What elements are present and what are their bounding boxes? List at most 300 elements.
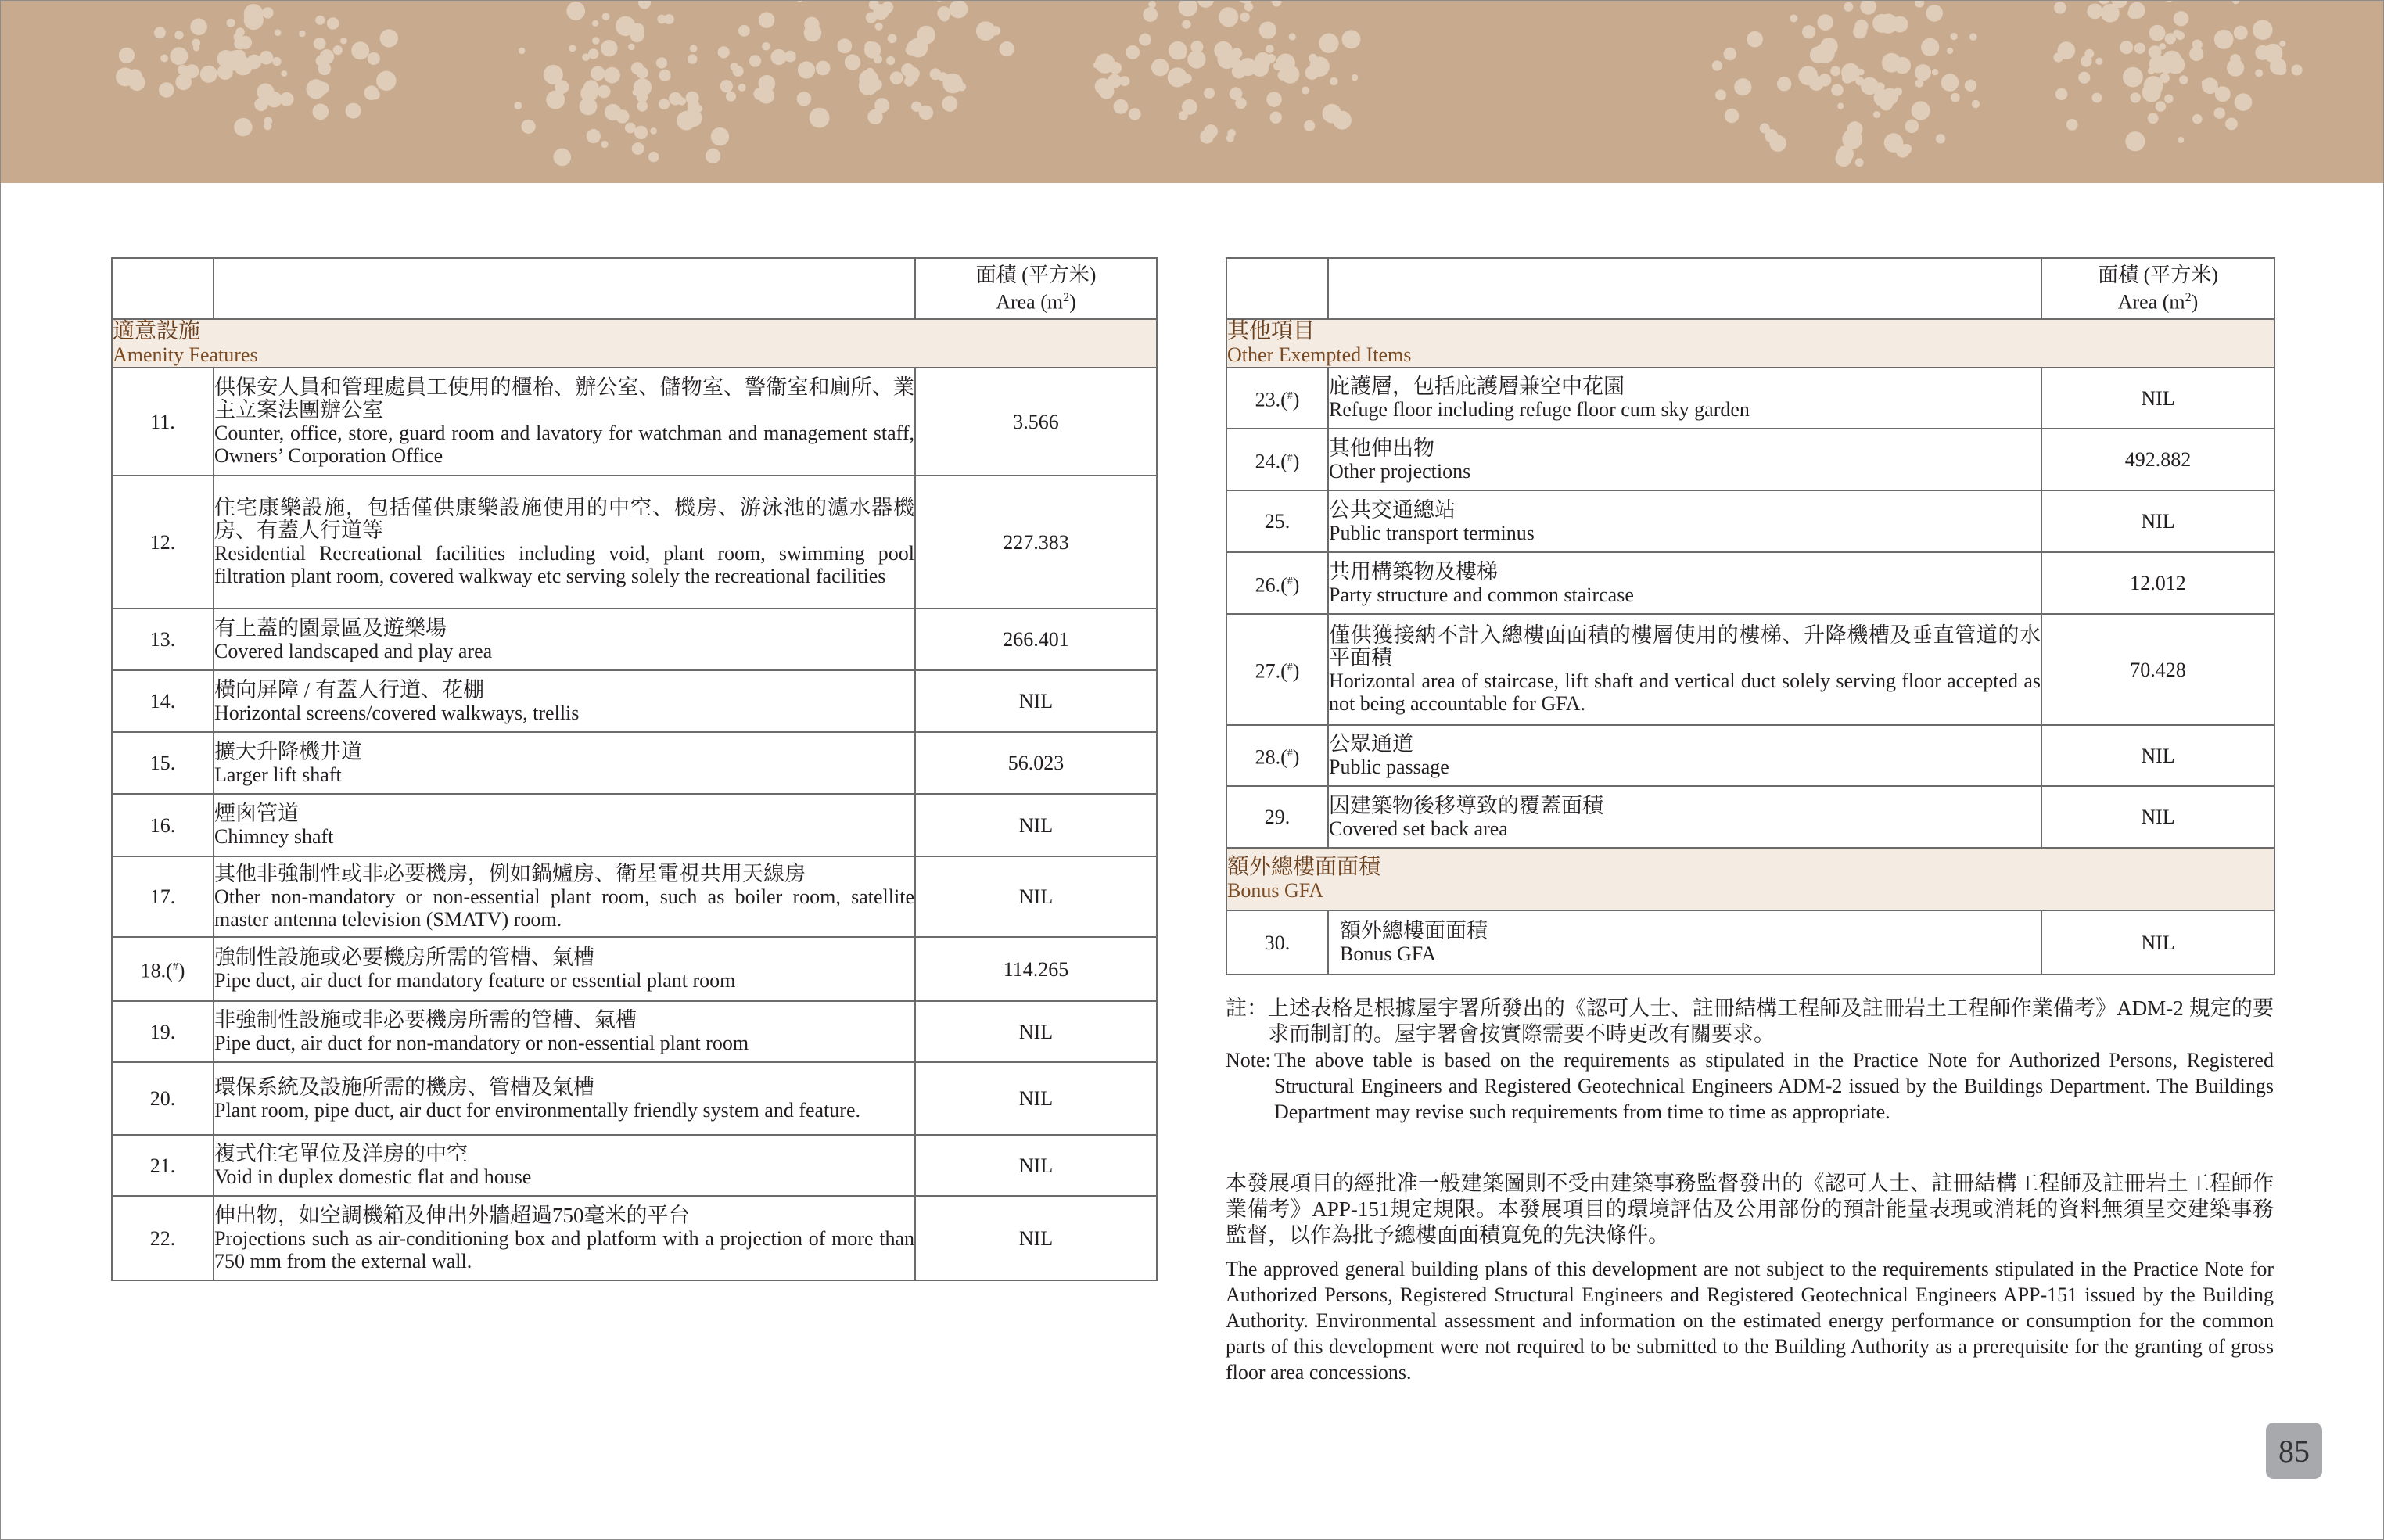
decorative-dot [869,0,879,10]
decorative-dot [1266,92,1282,107]
item-description [1328,552,2041,614]
decorative-dot [634,126,648,139]
decorative-dot [569,45,576,52]
decorative-dot [1915,0,1924,8]
item-description-zh: 供保安人員和管理處員工使用的櫃枱、辦公室、儲物室、警衞室和廁所、業主立案法團辦公室 [214,375,914,422]
section-title-en: Other Exempted Items [1227,343,1412,366]
item-number: 15. [112,732,214,794]
decorative-dot [720,80,733,92]
note-en [1226,1047,2274,1125]
table-row [112,856,1157,937]
header-blank-cell [1226,258,1328,319]
decorative-dot [2276,65,2287,76]
decorative-dot [514,102,522,109]
decorative-dot [1872,14,1891,33]
decorative-dot [1734,78,1751,95]
item-area-value: NIL [2041,490,2274,552]
item-description-en: Covered landscaped and play area [214,639,493,662]
page-number-badge [2266,1423,2322,1479]
decorative-dot [866,68,874,77]
decorative-dot [1197,0,1214,8]
item-area-value: NIL [915,856,1157,937]
decorative-dot [1219,7,1238,27]
decorative-dot [159,82,174,98]
decorative-dot [874,98,889,113]
item-area-value: 266.401 [915,608,1157,670]
item-description-zh: 公共交通總站 [1329,497,1456,522]
decorative-dot [281,70,287,77]
decorative-dot [908,38,928,57]
decorative-dot [1712,60,1722,70]
decorative-dot [1747,31,1763,48]
decorative-dot [1831,84,1844,96]
item-number: 25. [1226,490,1328,552]
item-description-zh: 住宅康樂設施，包括僅供康樂設施使用的中空、機房、游泳池的濾水器機房、有蓋人行道等 [214,496,914,542]
header-blank-cell [1328,258,2041,319]
decorative-dot [2174,11,2188,26]
header-blank-cell [214,258,915,319]
item-description [214,937,915,1001]
decorative-dot [1240,13,1249,22]
decorative-dot [1855,158,1864,167]
decorative-dot [1905,120,1919,134]
table-row [112,937,1157,1001]
decorative-dot [687,109,695,117]
decorative-dot [1218,50,1237,69]
decorative-dot [1715,89,1726,100]
decorative-dot [1932,69,1938,75]
decorative-dot [795,0,804,2]
page-number: 85 [2278,1433,2310,1469]
item-description-zh: 因建築物後移導致的覆蓋面積 [1329,793,1603,817]
decorative-dot [2078,72,2090,84]
table-row [112,1001,1157,1062]
item-area-value: NIL [915,1135,1157,1196]
decorative-dot [804,24,822,42]
decorative-dot [2235,93,2253,111]
decorative-dot [2120,41,2133,54]
decorative-dot [1936,134,1945,143]
decorative-dot [2081,56,2092,67]
decorative-dot [119,48,135,63]
decorative-dot [1941,74,1959,92]
item-area-value: NIL [2041,368,2274,429]
section-heading [112,319,1157,368]
item-description-en: Residential Recreational facilities including void, plant room, swimming pool filtration plant room, covered walkway etc serving solely the recreational facilities [214,542,914,587]
decorative-dot [1319,34,1338,53]
decorative-dot [1093,62,1100,68]
decorative-dot [327,17,339,30]
decorative-dot [314,38,326,50]
decorative-dot [1854,20,1868,33]
item-number: 20. [112,1062,214,1135]
item-description [1328,786,2041,848]
item-number: 26.(#) [1226,552,1328,614]
decorative-dot [1148,1,1156,9]
header-banner [0,0,2384,183]
decorative-dot [1175,70,1182,77]
item-description-zh: 有上蓋的園景區及遊樂場 [214,616,447,640]
decorative-dot [2149,25,2166,41]
table-row [112,1196,1157,1280]
decorative-dot [2192,114,2203,124]
table-row [1226,725,2274,786]
decorative-dot [1114,99,1129,114]
decorative-dot [758,88,774,104]
item-area-value: NIL [915,1001,1157,1062]
decorative-dot [170,47,188,65]
decorative-dot [519,48,525,54]
item-number: 14. [112,670,214,732]
note-label-en: Note: [1226,1049,1271,1072]
decorative-dot [1204,124,1218,138]
decorative-dot [1873,111,1880,118]
decorative-dot [580,84,598,102]
item-number: 17. [112,856,214,937]
table-row [112,732,1157,794]
decorative-dot [688,54,697,63]
note-label-zh: 註： [1226,996,1268,1020]
item-description [214,794,915,856]
item-description-en: Refuge floor including refuge floor cum sky garden [1329,398,1750,421]
table-row [112,476,1157,608]
decorative-dot [272,57,281,66]
table-header-row [1226,258,2274,319]
table-row [112,608,1157,670]
item-number: 29. [1226,786,1328,848]
decorative-dot [154,27,166,38]
decorative-dot [591,66,605,81]
item-description-zh: 複式住宅單位及洋房的中空 [214,1142,468,1165]
decorative-dot [2058,41,2076,59]
section-title-zh: 適意設施 [113,319,201,343]
decorative-dot [588,48,598,59]
decorative-dot [637,67,648,79]
other-exempted-items-table [1226,257,2275,975]
item-description [214,732,915,794]
item-number: 23.(#) [1226,368,1328,429]
item-description [214,670,915,732]
item-description-zh: 煙囪管道 [214,802,299,825]
decorative-dot [695,105,702,112]
decorative-dot [2131,92,2141,102]
decorative-dot [1204,88,1215,99]
decorative-dot [2087,4,2102,20]
area-header-zh: 面積 (平方米) [2098,264,2218,287]
decorative-dot [2098,0,2110,5]
decorative-dot [1330,77,1337,85]
item-area-value: 114.265 [915,937,1157,1001]
decorative-dot [950,0,968,18]
decorative-dot [936,0,942,2]
decorative-dot [1837,103,1844,109]
item-description [214,1062,915,1135]
decorative-dot [1182,20,1190,28]
decorative-dot [816,61,831,76]
decorative-dot [1969,33,1977,41]
area-header-en: Area $(m^2)$ [2117,290,2199,314]
table-row [1226,786,2274,848]
decorative-dot [1844,2,1853,12]
decorative-dot [175,74,192,91]
item-area-value: 56.023 [915,732,1157,794]
decorative-dot [845,54,860,70]
item-description-en: Chimney shaft [214,825,334,848]
decorative-dot [376,71,396,91]
development-statement [1226,1171,2274,1385]
item-description-zh: 擴大升降機井道 [214,739,362,763]
item-area-value: NIL [2041,910,2274,975]
note-text-zh: 上述表格是根據屋宇署所發出的《認可人士、註冊結構工程師及註冊岩土工程師作業備考》ADM-2 規定的要求而制訂的。屋宇署會按實際需要不時更改有關要求。 [1268,996,2274,1046]
decorative-dot [1289,33,1296,40]
item-number: 11. [112,368,214,476]
decorative-dot [262,7,273,18]
decorative-dot [2055,88,2067,100]
table-header-row [112,258,1157,319]
decorative-dot [2253,20,2273,40]
item-description-en: Counter, office, store, guard room and lavatory for watchman and management staff, Owners’ Corporation Office [214,422,914,467]
decorative-dot [1884,133,1904,153]
decorative-dot [659,99,670,109]
item-area-value: 492.882 [2041,429,2274,490]
decorative-dot [1129,108,1141,120]
decorative-dot [937,74,944,81]
decorative-dot [1226,135,1234,142]
decorative-dot [2127,8,2138,19]
decorative-dot [907,67,920,80]
decorative-dot [616,109,629,123]
amenity-features-table [111,257,1158,1281]
decorative-dot [2232,0,2240,4]
section-row-amenity [112,319,1157,368]
item-description [214,1196,915,1280]
decorative-dot [888,34,897,43]
decorative-dot [759,12,774,27]
item-description [1328,614,2041,725]
item-number: 18.(#) [112,937,214,1001]
decorative-dot [592,20,598,27]
decorative-dot [1921,38,1939,56]
decorative-dot [638,0,651,9]
decorative-dot [810,108,830,128]
decorative-dot [264,122,271,130]
section-row-bonus-gfa [1226,848,2274,910]
decorative-dot [630,23,644,37]
decorative-dot [275,29,282,36]
decorative-dot [200,66,217,83]
decorative-dot [1139,34,1151,46]
decorative-dot [602,13,610,20]
item-number: 13. [112,608,214,670]
decorative-dot [749,55,761,66]
decorative-dot [247,55,262,70]
decorative-dot [1798,66,1818,85]
decorative-dot [711,127,729,145]
decorative-dot [686,92,699,105]
decorative-dot [320,49,335,64]
decorative-dot [2066,119,2078,131]
item-description [214,1135,915,1196]
decorative-dot [2101,4,2120,23]
decorative-dot [2215,86,2231,102]
decorative-dot [2156,101,2166,111]
item-number: 19. [112,1001,214,1062]
item-number: 22. [112,1196,214,1280]
decorative-dot [1725,109,1739,123]
item-description-en: Party structure and common staircase [1329,583,1634,606]
item-number: 21. [112,1135,214,1196]
decorative-dot [2292,65,2303,76]
decorative-dot [1270,112,1282,124]
decorative-dot [1847,121,1863,137]
decorative-dot [2264,44,2282,63]
decorative-dot [193,45,199,51]
decorative-dot [1143,7,1158,22]
decorative-dot [1892,16,1908,33]
decorative-dot [566,2,585,20]
item-description-en: Horizontal screens/covered walkways, trellis [214,701,580,724]
decorative-dot [2225,118,2238,131]
item-number: 16. [112,794,214,856]
decorative-dot [1151,59,1169,76]
decorative-dot [2095,58,2102,65]
item-number: 30. [1226,910,1328,975]
item-area-value: NIL [915,794,1157,856]
decorative-dot [1190,41,1203,53]
decorative-dot [368,52,380,65]
decorative-dot [160,55,168,63]
decorative-dot [1304,120,1315,131]
decorative-dot [843,45,851,52]
decorative-dot [174,31,183,39]
decorative-dot [1000,41,1014,56]
item-area-value: NIL [2041,725,2274,786]
item-area-value: NIL [915,1196,1157,1280]
decorative-dot [864,41,875,52]
decorative-dot [2148,113,2159,124]
decorative-dot [726,92,736,102]
table-row [112,1062,1157,1135]
item-description-en: Public passage [1329,756,1449,778]
item-description [1328,490,2041,552]
table-row [1226,552,2274,614]
decorative-dot [592,37,600,45]
decorative-dot [2279,41,2285,47]
decorative-dot [234,38,246,49]
item-description-zh: 庇護層，包括庇護層兼空中花園 [1329,375,1625,398]
decorative-dot [762,42,770,51]
item-description-en: Pipe duct, air duct for mandatory feature or essential plant room [214,969,736,992]
decorative-dot [859,76,878,95]
section-title-zh: 額外總樓面面積 [1227,855,1381,879]
decorative-dot [637,101,648,112]
decorative-dot [678,97,686,105]
decorative-dot [1255,52,1271,69]
decorative-dot [601,40,617,56]
decorative-dot [1844,74,1853,83]
item-area-value: 70.428 [2041,614,2274,725]
item-description-zh: 橫向屏障 / 有蓋人行道、花棚 [214,677,485,702]
item-description [1328,725,2041,786]
note-zh [1226,996,2274,1047]
table-row [1226,614,2274,725]
table-row [1226,368,2274,429]
item-area-value: 227.383 [915,476,1157,608]
decorative-dot [718,46,730,58]
decorative-dot [2189,47,2203,61]
decorative-dot [659,70,671,81]
decorative-dot [2142,83,2161,102]
item-description-en: Projections such as air-conditioning box and platform with a projection of more than 750 mm from the external wall. [214,1226,914,1273]
decorative-dot [217,64,233,80]
decorative-dot [1272,0,1281,7]
item-area-value: 12.012 [2041,552,2274,614]
decorative-dot [554,149,572,167]
decorative-dot [1836,150,1852,167]
decorative-dot [1266,45,1274,53]
item-area-value: NIL [915,1062,1157,1135]
decorative-dot [234,118,252,136]
decorative-dot [1777,77,1791,91]
item-description-en: Larger lift shaft [214,763,342,786]
item-description [1328,368,2041,429]
decorative-dot [886,56,895,65]
decorative-dot [1259,21,1276,38]
decorative-dot [957,83,966,92]
decorative-dot [798,61,815,78]
decorative-dot [315,16,325,25]
decorative-dot [1244,2,1253,11]
item-number: 12. [112,476,214,608]
decorative-dot [650,127,657,135]
dot-pattern-decoration [0,0,2384,183]
decorative-dot [1802,25,1815,38]
item-area-value: NIL [915,670,1157,732]
decorative-dot [2054,2,2066,14]
decorative-dot [380,29,398,47]
decorative-dot [598,85,611,99]
section-heading [1226,319,2274,368]
item-description-zh: 非強制性設施或非必要機房所需的管槽、氣槽 [214,1008,637,1032]
item-description [214,476,915,608]
decorative-dot [890,71,903,84]
decorative-dot [1232,64,1246,78]
item-number: 27.(#) [1226,614,1328,725]
decorative-dot [2234,26,2248,40]
decorative-dot [2092,93,2102,103]
item-description [214,368,915,476]
decorative-dot [1724,48,1736,60]
decorative-dot [771,49,787,65]
decorative-dot [657,15,666,24]
decorative-dot [340,38,347,45]
decorative-dot [299,31,305,37]
decorative-dot [318,63,331,75]
item-description-zh: 其他伸出物 [1329,436,1434,460]
decorative-dot [1819,74,1831,86]
decorative-dot [2123,67,2143,88]
decorative-dot [2150,0,2164,1]
item-description-zh: 強制性設施或必要機房所需的管槽、氣槽 [214,946,594,969]
item-description-en: Plant room, pipe duct, air duct for environmentally friendly system and feature. [214,1098,860,1122]
decorative-dot [706,149,720,163]
decorative-dot [1882,53,1901,73]
decorative-dot [1815,43,1835,63]
decorative-dot [911,102,921,112]
item-description-en: Covered set back area [1329,817,1508,840]
item-description-zh: 額外總樓面面積 [1340,919,1488,942]
section-row-other-exempted [1226,319,2274,368]
